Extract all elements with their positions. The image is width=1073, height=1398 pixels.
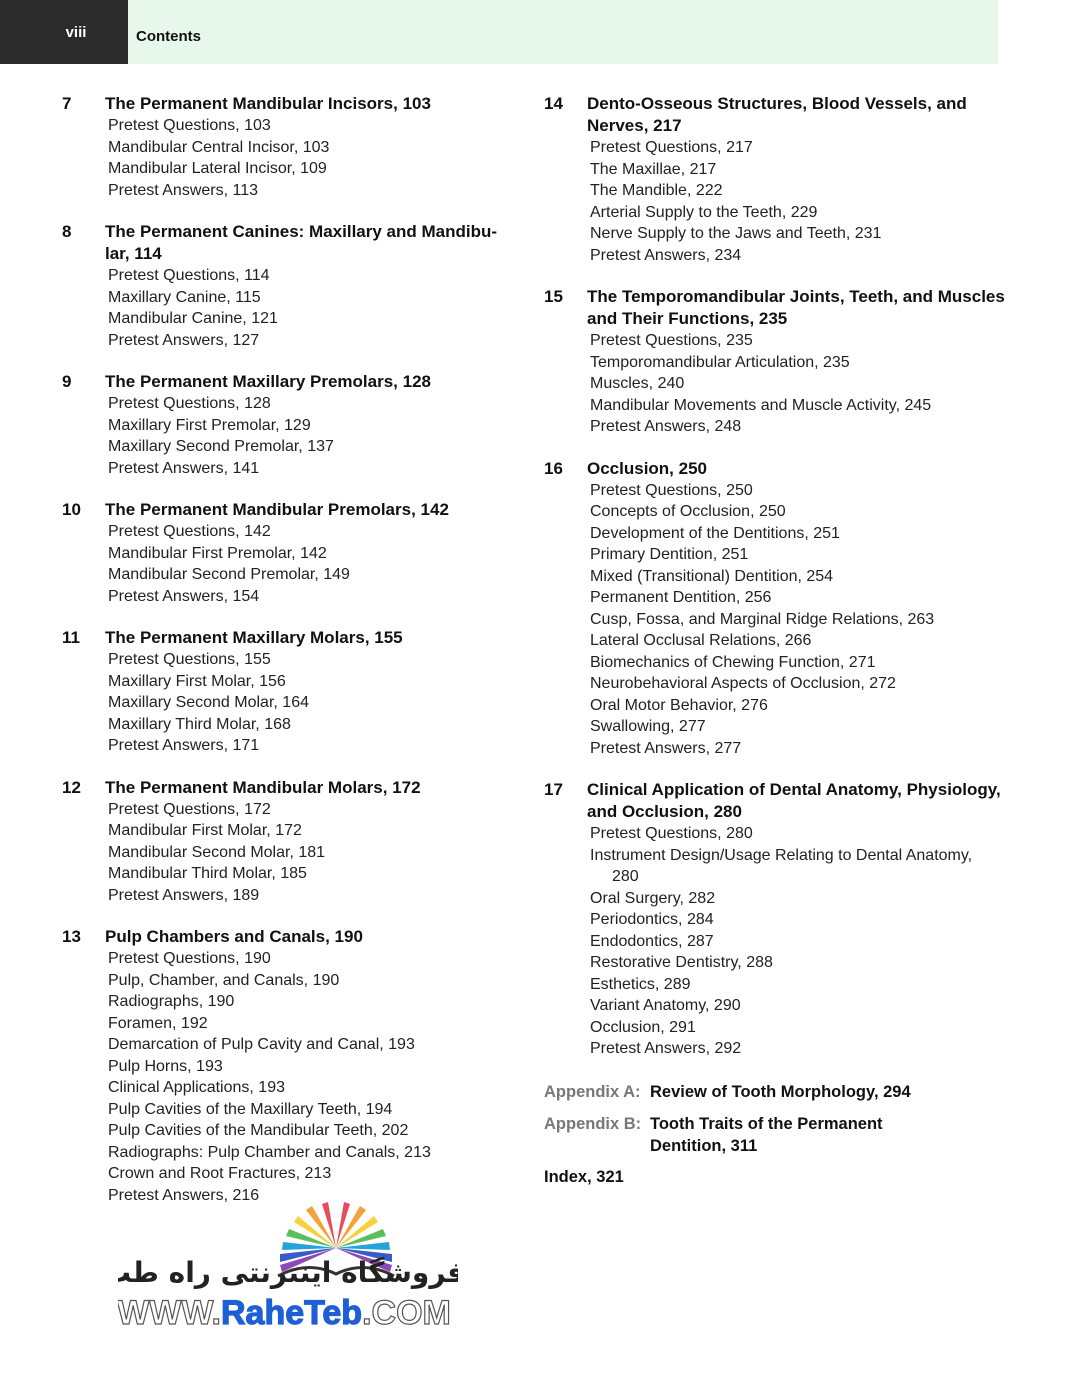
- section-entry[interactable]: Development of the Dentitions, 251: [590, 524, 840, 542]
- section-entry[interactable]: Pretest Answers, 141: [108, 459, 260, 477]
- section-entry[interactable]: Biomechanics of Chewing Function, 271: [590, 653, 876, 671]
- toc-chapter: [544, 286, 1014, 438]
- chapter-heading[interactable]: [544, 286, 1014, 330]
- section-entry[interactable]: Pretest Answers, 234: [590, 246, 742, 264]
- watermark-persian-text: فروشگاه اینترنتی راه طب: [118, 1256, 458, 1289]
- chapter-title: Pulp Chambers and Canals, 190: [105, 927, 363, 946]
- section-entry[interactable]: Mandibular Third Molar, 185: [108, 865, 307, 882]
- appendix-label: Appendix A:: [544, 1082, 641, 1101]
- chapter-number: 7: [62, 94, 72, 113]
- section-entry[interactable]: The Maxillae, 217: [590, 160, 717, 178]
- chapter-number: 11: [62, 628, 80, 647]
- section-entry[interactable]: Maxillary Canine, 115: [108, 288, 261, 306]
- section-entry[interactable]: Maxillary First Premolar, 129: [108, 416, 311, 434]
- chapter-number: 16: [544, 458, 563, 478]
- section-entry[interactable]: Clinical Applications, 193: [108, 1079, 285, 1096]
- section-entry[interactable]: Instrument Design/Usage Relating to Dental Anatomy, 280: [590, 846, 973, 885]
- toc-left-column: [62, 93, 517, 1226]
- chapter-number: 12: [62, 777, 81, 797]
- section-list: [590, 330, 1014, 438]
- chapter-title: The Permanent Mandibular Incisors, 103: [105, 94, 431, 113]
- chapter-title: Dento-Osseous Structures, Blood Vessels, and Nerves, 217: [587, 94, 967, 135]
- section-entry[interactable]: Occlusion, 291: [590, 1018, 696, 1036]
- chapter-heading[interactable]: [62, 93, 517, 115]
- toc-chapter: [544, 93, 1014, 266]
- section-entry[interactable]: Radiographs: Pulp Chamber and Canals, 213: [108, 1143, 431, 1161]
- section-entry[interactable]: Pretest Questions, 280: [590, 825, 753, 842]
- section-entry[interactable]: Swallowing, 277: [590, 718, 706, 735]
- section-list: [108, 521, 517, 607]
- section-list: [590, 137, 1014, 266]
- section-entry[interactable]: Temporomandibular Articulation, 235: [590, 353, 850, 371]
- section-entry[interactable]: Pretest Answers, 154: [108, 587, 260, 605]
- chapter-heading[interactable]: [62, 499, 517, 521]
- chapter-heading[interactable]: [62, 777, 517, 799]
- section-entry[interactable]: Esthetics, 289: [590, 975, 691, 993]
- section-entry[interactable]: Pretest Questions, 142: [108, 523, 271, 540]
- chapter-number: 8: [62, 222, 72, 241]
- section-entry[interactable]: Mandibular Central Incisor, 103: [108, 138, 330, 156]
- section-list: [590, 823, 1014, 1060]
- section-entry[interactable]: Pretest Questions, 103: [108, 117, 271, 134]
- section-entry[interactable]: Mandibular Movements and Muscle Activity, 245: [590, 396, 932, 414]
- appendix-list: [544, 1082, 1014, 1188]
- section-entry[interactable]: Pulp Horns, 193: [108, 1057, 223, 1075]
- section-entry[interactable]: Pretest Questions, 128: [108, 395, 271, 412]
- section-entry[interactable]: Variant Anatomy, 290: [590, 997, 741, 1014]
- toc-chapter: [62, 627, 517, 757]
- chapter-heading[interactable]: [62, 926, 517, 948]
- toc-chapter: [62, 93, 517, 201]
- chapter-title: The Permanent Mandibular Molars, 172: [105, 777, 421, 797]
- section-entry[interactable]: Pretest Questions, 114: [108, 267, 270, 284]
- section-entry[interactable]: Pretest Questions, 190: [108, 950, 271, 967]
- section-entry[interactable]: Pretest Answers, 113: [108, 181, 258, 199]
- chapter-heading[interactable]: [544, 93, 1014, 137]
- section-entry[interactable]: The Mandible, 222: [590, 182, 723, 199]
- chapter-title: Occlusion, 250: [587, 458, 707, 478]
- section-list: [108, 115, 517, 201]
- section-entry[interactable]: Pretest Answers, 248: [590, 418, 742, 435]
- section-entry[interactable]: Oral Motor Behavior, 276: [590, 696, 768, 714]
- chapter-heading[interactable]: [62, 221, 517, 265]
- section-entry[interactable]: Maxillary First Molar, 156: [108, 672, 286, 690]
- chapter-title: Clinical Application of Dental Anatomy, Physiology, and Occlusion, 280: [587, 780, 1001, 821]
- toc-chapter: [544, 779, 1014, 1060]
- section-entry[interactable]: Primary Dentition, 251: [590, 546, 749, 563]
- section-entry[interactable]: Pretest Questions, 235: [590, 332, 753, 349]
- section-entry[interactable]: Concepts of Occlusion, 250: [590, 503, 786, 520]
- section-entry[interactable]: Mandibular Canine, 121: [108, 310, 278, 327]
- toc-chapter: [62, 926, 517, 1206]
- section-entry[interactable]: Oral Surgery, 282: [590, 889, 716, 907]
- section-entry[interactable]: Cusp, Fossa, and Marginal Ridge Relations, 263: [590, 610, 935, 628]
- section-entry[interactable]: Mandibular Lateral Incisor, 109: [108, 160, 327, 177]
- section-entry[interactable]: Neurobehavioral Aspects of Occlusion, 272: [590, 675, 896, 692]
- section-entry[interactable]: Pulp Cavities of the Mandibular Teeth, 202: [108, 1122, 409, 1139]
- chapter-number: 13: [62, 927, 81, 946]
- section-entry[interactable]: Mixed (Transitional) Dentition, 254: [590, 567, 834, 585]
- toc-chapter: [62, 777, 517, 907]
- section-entry[interactable]: Mandibular Second Molar, 181: [108, 843, 326, 861]
- section-entry[interactable]: Nerve Supply to the Jaws and Teeth, 231: [590, 225, 882, 242]
- chapter-number: 10: [62, 500, 81, 519]
- appendix-a[interactable]: [544, 1082, 1014, 1104]
- appendix-title: Review of Tooth Morphology, 294: [650, 1082, 911, 1101]
- section-list: [108, 799, 517, 907]
- toc-right-column: [544, 93, 1014, 1187]
- section-entry[interactable]: Maxillary Second Premolar, 137: [108, 438, 334, 455]
- section-entry[interactable]: Pretest Questions, 250: [590, 481, 753, 499]
- chapter-title: The Permanent Maxillary Molars, 155: [105, 628, 403, 647]
- section-list: [590, 480, 1014, 760]
- section-entry[interactable]: Pretest Questions, 155: [108, 651, 271, 668]
- section-entry[interactable]: Pretest Answers, 127: [108, 331, 260, 349]
- section-entry[interactable]: Pretest Answers, 216: [108, 1186, 260, 1204]
- chapter-heading[interactable]: [544, 458, 1014, 480]
- section-entry[interactable]: Maxillary Second Molar, 164: [108, 694, 309, 711]
- watermark-logo: [118, 1196, 458, 1336]
- appendix-b[interactable]: [544, 1114, 1014, 1157]
- watermark-url: WWW.RaheTeb.COM: [118, 1294, 451, 1332]
- section-entry[interactable]: Pretest Answers, 292: [590, 1040, 742, 1057]
- appendix-title: Tooth Traits of the Permanent Dentition, 311: [650, 1115, 883, 1155]
- toc-chapter: [62, 499, 517, 607]
- section-list: [108, 948, 517, 1206]
- section-entry[interactable]: Pretest Questions, 217: [590, 139, 753, 156]
- section-entry[interactable]: Mandibular First Premolar, 142: [108, 544, 327, 562]
- section-entry[interactable]: Permanent Dentition, 256: [590, 589, 772, 606]
- chapter-number: 14: [544, 94, 563, 113]
- section-entry[interactable]: Lateral Occlusal Relations, 266: [590, 632, 812, 649]
- section-entry[interactable]: Restorative Dentistry, 288: [590, 954, 773, 971]
- chapter-number: 15: [544, 287, 563, 306]
- chapter-heading[interactable]: [544, 779, 1014, 823]
- chapter-title: The Permanent Maxillary Premolars, 128: [105, 372, 431, 391]
- running-title: Contents: [136, 28, 201, 45]
- chapter-number: 9: [62, 372, 72, 391]
- section-entry[interactable]: Arterial Supply to the Teeth, 229: [590, 203, 818, 221]
- page-number: viii: [0, 0, 128, 64]
- open-book-icon: [118, 1196, 458, 1336]
- section-entry[interactable]: Pretest Questions, 172: [108, 800, 271, 818]
- chapter-heading[interactable]: [62, 627, 517, 649]
- chapter-title: The Permanent Mandibular Premolars, 142: [105, 500, 449, 519]
- section-entry[interactable]: Mandibular Second Premolar, 149: [108, 566, 350, 583]
- chapter-title: The Temporomandibular Joints, Teeth, and Muscles and Their Functions, 235: [587, 287, 1005, 328]
- section-entry[interactable]: Mandibular First Molar, 172: [108, 822, 302, 839]
- section-entry[interactable]: Radiographs, 190: [108, 993, 235, 1010]
- index-entry[interactable]: Index, 321: [544, 1168, 624, 1186]
- section-entry[interactable]: Pretest Answers, 171: [108, 737, 260, 754]
- appendix-label: Appendix B:: [544, 1115, 642, 1133]
- section-entry[interactable]: Demarcation of Pulp Cavity and Canal, 193: [108, 1036, 415, 1053]
- section-entry[interactable]: Pretest Answers, 189: [108, 886, 260, 904]
- section-entry[interactable]: Crown and Root Fractures, 213: [108, 1165, 332, 1182]
- section-entry[interactable]: Pulp Cavities of the Maxillary Teeth, 194: [108, 1100, 393, 1118]
- section-list: [108, 393, 517, 479]
- chapter-heading[interactable]: [62, 371, 517, 393]
- section-list: [108, 265, 517, 351]
- toc-chapter: [62, 371, 517, 479]
- chapter-number: 17: [544, 780, 563, 799]
- section-entry[interactable]: Pulp, Chamber, and Canals, 190: [108, 971, 340, 989]
- toc-right-chapters: [544, 93, 1014, 1060]
- chapter-title: The Permanent Canines: Maxillary and Mandibu- lar, 114: [105, 222, 498, 263]
- section-entry[interactable]: Maxillary Third Molar, 168: [108, 715, 291, 733]
- toc-chapter: [62, 221, 517, 351]
- section-entry[interactable]: Muscles, 240: [590, 375, 685, 392]
- section-list: [108, 649, 517, 757]
- section-entry[interactable]: Endodontics, 287: [590, 932, 714, 950]
- section-entry[interactable]: Periodontics, 284: [590, 911, 714, 928]
- section-entry[interactable]: Pretest Answers, 277: [590, 739, 742, 757]
- toc-chapter: [544, 458, 1014, 760]
- section-entry[interactable]: Foramen, 192: [108, 1014, 208, 1032]
